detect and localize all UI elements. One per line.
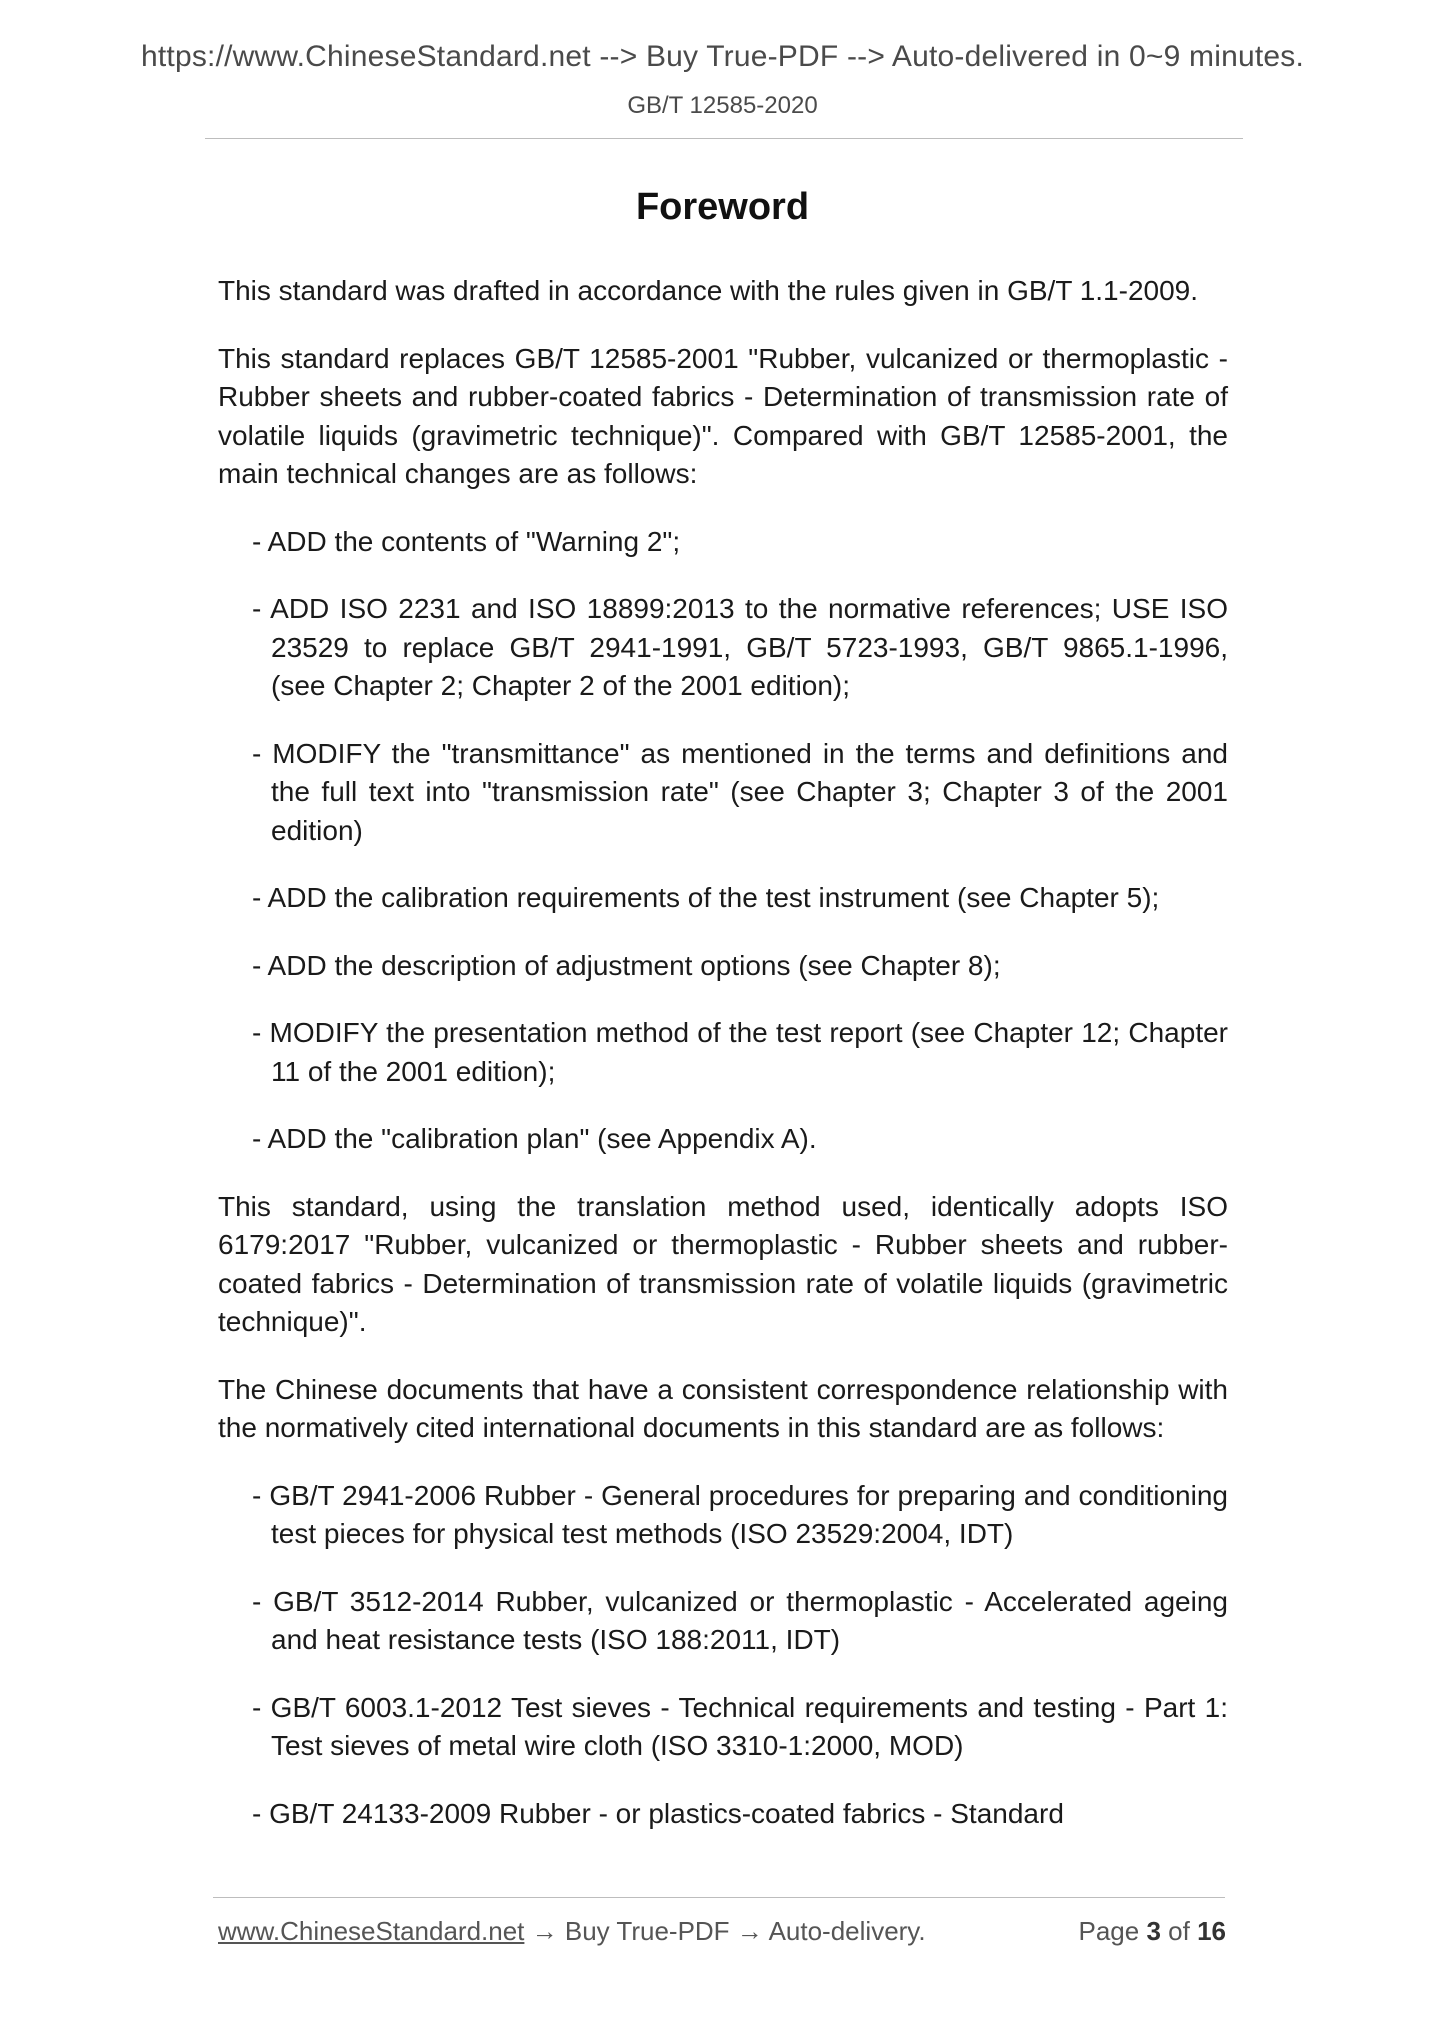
page-current: 3 — [1146, 1916, 1161, 1946]
footer-tagline: → Buy True-PDF → Auto-delivery. — [524, 1916, 926, 1946]
paragraph-drafting-rules: This standard was drafted in accordance with the rules given in GB/T 1.1-2009. — [218, 275, 1199, 306]
list-item-change: - ADD the calibration requirements of the test instrument (see Chapter 5); — [252, 882, 1160, 913]
document-code: GB/T 12585-2020 — [627, 92, 818, 119]
list-item-change: - ADD the description of adjustment options (see Chapter 8); — [252, 949, 1001, 981]
page-footer — [218, 1916, 1226, 1956]
website-link[interactable]: www.ChineseStandard.net — [218, 1916, 525, 1946]
list-item-change: - ADD the "calibration plan" (see Appendix A). — [252, 1123, 817, 1154]
list-item-reference: - GB/T 24133-2009 Rubber - or plastics-coated fabrics - Standard — [252, 1797, 1064, 1829]
paragraph-correspondence: The Chinese documents that have a consistent correspondence relationship with the normatively cited international documents in this standard are as follows: — [218, 1373, 1228, 1443]
page-title: Foreword — [635, 186, 810, 228]
footer-left — [218, 1916, 926, 1947]
list-item-change: - MODIFY the presentation method of the test report (see Chapter 12; Chapter 11 of the 2001 edition); — [252, 1017, 1228, 1087]
paragraph-replaces: This standard replaces GB/T 12585-2001 "Rubber, vulcanized or thermoplastic - Rubber sheets and rubber-coated fabrics - Determination of transmission rate of volatile liquids (gravimetric technique)". Compared with GB/T 12585-2001, the main technical changes are as follows: — [218, 342, 1228, 489]
list-item-reference: - GB/T 3512-2014 Rubber, vulcanized or thermoplastic - Accelerated ageing and heat resistance tests (ISO 188:2011, IDT) — [252, 1585, 1228, 1655]
list-item-change: - ADD ISO 2231 and ISO 18899:2013 to the normative references; USE ISO 23529 to replace GB/T 2941-1991, GB/T 5723-1993, GB/T 9865.1-1996, (see Chapter 2; Chapter 2 of the 2001 edition); — [252, 593, 1228, 701]
list-item-change: - ADD the contents of "Warning 2"; — [252, 525, 681, 557]
paragraph-adoption: This standard, using the translation method used, identically adopts ISO 6179:2017 "Rubber, vulcanized or thermoplastic - Rubber sheets and rubber-coated fabrics - Determination of transmission rate of volatile liquids (gravimetric technique)". — [218, 1190, 1228, 1337]
list-item-reference: - GB/T 2941-2006 Rubber - General procedures for preparing and conditioning test pieces for physical test methods (ISO 23529:2004, IDT) — [252, 1479, 1228, 1549]
page-label: Page — [1078, 1916, 1140, 1946]
footer-divider — [213, 1897, 1225, 1898]
document-body — [218, 272, 1228, 1833]
list-item-reference: - GB/T 6003.1-2012 Test sieves - Technical requirements and testing - Part 1: Test sieves of metal wire cloth (ISO 3310-1:2000, MOD) — [252, 1691, 1228, 1761]
page-total: 16 — [1197, 1916, 1226, 1946]
top-banner: https://www.ChineseStandard.net --> Buy True-PDF --> Auto-delivered in 0~9 minutes. — [141, 40, 1304, 73]
header-divider — [205, 138, 1243, 139]
page-of: of — [1168, 1916, 1190, 1946]
list-item-change: - MODIFY the "transmittance" as mentioned in the terms and definitions and the full text into "transmission rate" (see Chapter 3; Chapter 3 of the 2001 edition) — [252, 737, 1228, 846]
page-number — [1078, 1916, 1226, 1947]
